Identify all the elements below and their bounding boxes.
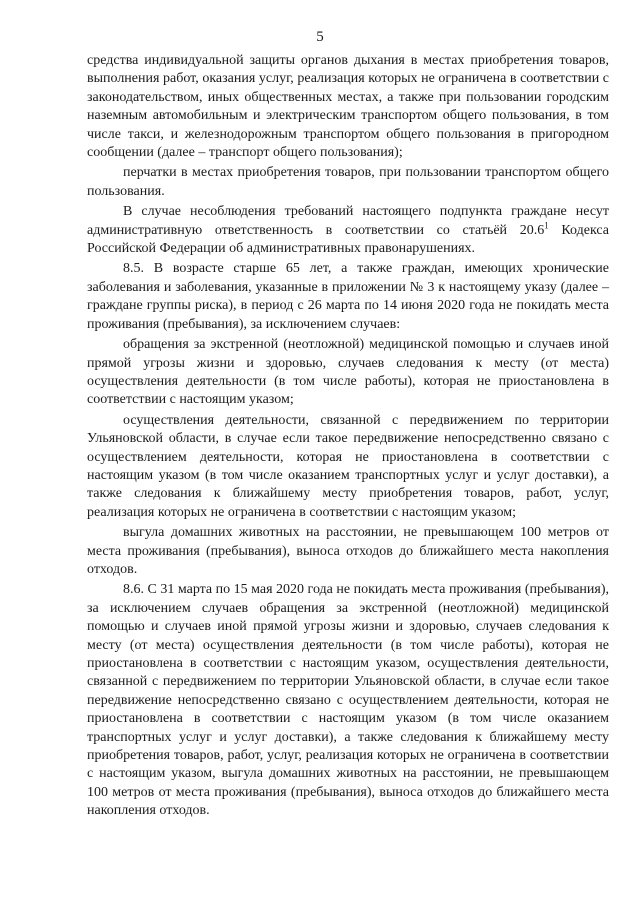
- liability-text-tail: Кодекса Российской Федерации об административных правонарушениях.: [87, 222, 610, 257]
- article-superscript: 1: [544, 220, 549, 230]
- paragraph-liability: [87, 203, 609, 258]
- paragraph-activity-movement: осуществления деятельности, связанной с передвижением по территории Ульяновской области, в случае если такое передвижение непосредственно связано с осуществлением деятельности, которая не приостановлена в соответствии с настоящим указом (в том числе оказанием транспортных услуг и услуг доставки), а также следования к ближайшему месту приобретения товаров, работ, услуг, реализация которых не ограничена в соответствии с настоящим указом;: [87, 412, 609, 520]
- paragraph-medical-help: обращения за экстренной (неотложной) медицинской помощью и случаев иной прямой угрозы жизни и здоровью, случаев следования к месту (от места) осуществления деятельности (в том числе работы), которая не приостановлена в соответствии с настоящим указом;: [87, 337, 609, 408]
- paragraph-pet-walking: выгула домашних животных на расстоянии, не превышающем 100 метров от места проживания (пребывания), выноса отходов до ближайшего места накопления отходов.: [87, 525, 609, 577]
- paragraph-ppe-places: средства индивидуальной защиты органов дыхания в местах приобретения товаров, выполнения работ, оказания услуг, реализация которых не ограничена в соответствии с законодательством, иных общественных местах, а также при пользовании городским наземным автомобильным и электрическим транспортом общего пользования, в том числе такси, и железнодорожным транспортом общего пользования в пригородном сообщении (далее – транспорт общего пользования);: [87, 53, 609, 161]
- paragraph-8-5: 8.5. В возрасте старше 65 лет, а также граждан, имеющих хронические заболевания и заболевания, указанные в приложении № 3 к настоящему указу (далее – граждане группы риска), в период с 26 марта по 14 июня 2020 года не покидать места проживания (пребывания), за исключением случаев:: [87, 261, 609, 332]
- liability-text: В случае несоблюдения требований настоящего подпункта граждане несут административную ответственность в соответствии со статьёй 20.6: [87, 204, 609, 238]
- paragraph-gloves: перчатки в местах приобретения товаров, при пользовании транспортом общего пользования.: [87, 165, 609, 199]
- page-number: 5: [316, 29, 324, 45]
- paragraph-8-6: 8.6. С 31 марта по 15 мая 2020 года не покидать места проживания (пребывания), за исключением случаев обращения за экстренной (неотложной) медицинской помощью и случаев иной прямой угрозы жизни и здоровью, случаев следования к месту (от места) осуществления деятельности (в том числе работы), которая не приостановлена в соответствии с настоящим указом, осуществления деятельности, связанной с передвижением по территории Ульяновской области, в случае если такое передвижение непосредственно связано с осуществлением деятельности, которая не приостановлена в соответствии с настоящим указом (в том числе оказанием транспортных услуг и услуг доставки), а также следования к ближайшему месту приобретения товаров, работ, услуг, реализация которых не ограничена в соответствии с настоящим указом, выгула домашних животных на расстоянии, не превышающем 100 метров от места проживания (пребывания), выноса отходов до ближайшего места накопления отходов.: [87, 582, 609, 819]
- document-body: [87, 52, 609, 821]
